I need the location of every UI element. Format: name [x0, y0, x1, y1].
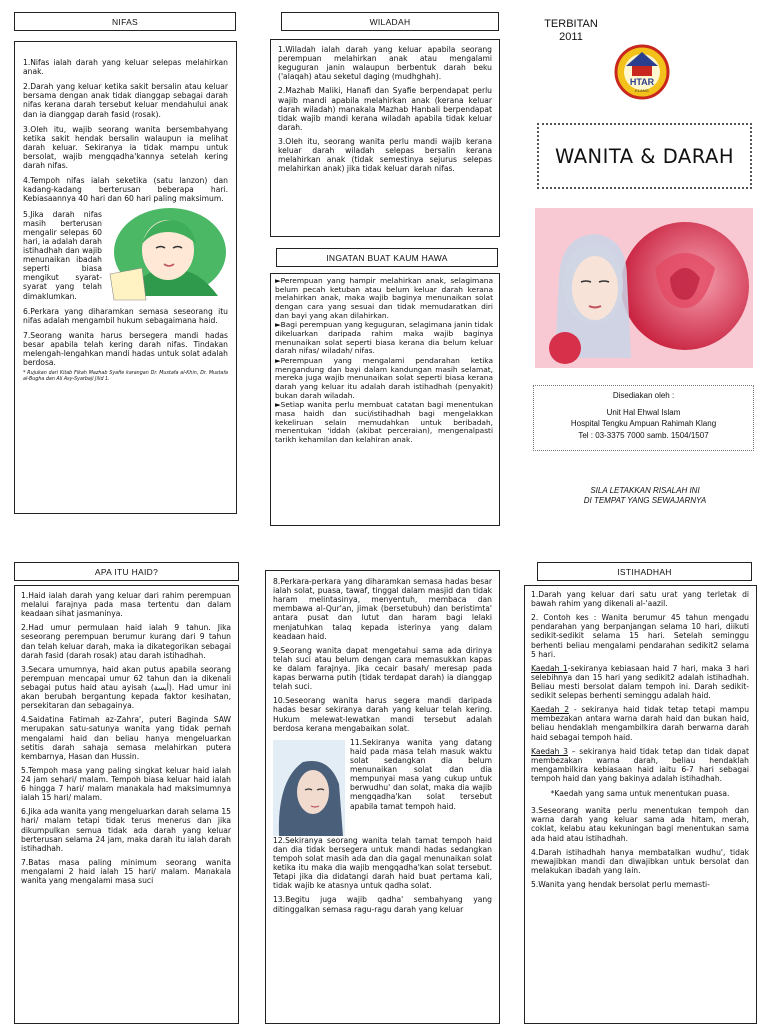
terbitan-label	[528, 18, 614, 43]
ingatan-item-1: ►Perempuan yang hampir melahirkan anak, selagimana belum pecah ketuban atau belum keluar darah kerana melahirkan anak, maka wajib baginya menunaikan solat dengan cara yang sesuai dan tidak memudaratkan diri dan bayi yang akan dilahirkan.	[275, 276, 493, 320]
haid-item-7: 7.Batas masa paling minimum seorang wanita mengalami 2 haid ialah 15 hari/ malam. Manakala wanita yang mengalami masa suci	[21, 857, 231, 886]
nifas-item-3: 3.Oleh itu, wajib seorang wanita bersembahyang ketika sakit hendak bersalin walaupun ia melihat darah keluar. Sekiranya ia tidak mampu untuk bersolat, wajib mengqadha'kannya setelah kering darah nifas.	[23, 124, 228, 171]
ingatan-header: INGATAN BUAT KAUM HAWA	[276, 248, 498, 267]
kaedah-1-text: -sekiranya kebiasaan haid 7 hari, maka 3 hari selebihnya dan 15 hari yang sedikit2 adalah istihadhah. Beliau mesti bersolat dalam tempoh ini. Darah sedikit-sedikit selepas berhenti seminggu adalah haid.	[531, 663, 749, 701]
istihadhah-item-2: 2. Contoh kes : Wanita berumur 45 tahun mengadu pendarahan yang berpanjangan selama 10 hari, diikuti sedikit-sedikit selama 15 hari. Setelah seminggu berhenti beliau mengalami pendarahan sedikit2 selama 5 hari.	[531, 613, 749, 659]
haid-item-1: 1.Haid ialah darah yang keluar dari rahim perempuan melalui farajnya pada masa tertentu dan dalam keadaan sihat jasmaninya.	[21, 591, 231, 619]
haid-item-6: 6.Jika ada wanita yang mengeluarkan darah selama 15 hari/ malam tetapi tidak terus menerus dan jika dikumpulkan semua tidak ada darah yang keluar berterusan selama 24 jam, maka darah itu ialah darah istihadhah.	[21, 807, 231, 853]
haid-item-13: 13.Begitu juga wajib qadha' sembahyang yang ditinggalkan semasa ragu-ragu darah yang keluar	[273, 895, 492, 914]
note-line-1: SILA LETAKKAN RISALAH INI	[590, 486, 700, 495]
logo-subtext: KLANG	[635, 88, 649, 93]
haid-continued-panel	[265, 570, 500, 1024]
woman-hijab-photo	[273, 740, 345, 836]
haid-item-2: 2.Had umur permulaan haid ialah 9 tahun. Jika seseorang perempuan berumur kurang dari 9 tahun dan telah keluar darah, maka ia dikategorikan sebagai darah fasid (darah rosak) atau darah istihadhah.	[21, 623, 231, 660]
haid-item-8: 8.Perkara-perkara yang diharamkan semasa hadas besar ialah solat, puasa, tawaf, tinggal dalam masjid dan tidak haram melintasinya, menyentuh, membaca dan membawa al-Qur'an, jimak (bersetubuh) dan beristimta' antara pusat dan lutut dan haram bagi lelaki menjatuhkan talaq kepada isterinya yang dalam keadaan haid.	[273, 577, 492, 641]
haid-item-9: 9.Seorang wanita dapat mengetahui sama ada dirinya telah suci atau belum dengan cara memasukkan kapas ke dalam farajnya. Jika cecair basah/ meresap pada kapas berwarna putih (tidak terdapat darah) ia dianggap telah suci.	[273, 645, 492, 692]
nifas-item-2: 2.Darah yang keluar ketika sakit bersalin atau keluar bersama dengan anak tidak dianggap sebagai darah nifas kerana darah tersebut keluar mendahului anak dan ia dianggap darah fasid (rosak).	[23, 82, 228, 119]
kaedah-1-label: Kaedah 1	[531, 663, 568, 673]
nifas-header: NIFAS	[14, 12, 236, 31]
nifas-item-7: 7.Seorang wanita harus bersegera mandi hadas besar apabila telah kering darah nifas. Tindakan melengah-lengahkan mandi hadas untuk solat adalah berdosa.	[23, 330, 228, 368]
nifas-panel	[14, 41, 237, 514]
wiladah-item-2: 2.Mazhab Maliki, Hanafi dan Syafie berpendapat perlu wajib mandi apabila melahirkan anak (kerana keluar darah wiladah) manakala Mazhab Hanbali berpendapat tidak wajib mandi kerana wiladah apabila tidak keluar darah.	[278, 86, 492, 132]
woman-green-hijab-illustration	[106, 204, 234, 302]
logo-text: HTAR	[629, 77, 655, 87]
haid-item-11: 11.Sekiranya wanita yang datang haid pada masa telah masuk waktu solat sedangkan dia belum menunaikan solat dan dia mempunyai masa yang cukup untuk berwudhu' dan solat, maka dia wajib mengqadha'kan solat tersebut apabila tamat tempoh haid.	[350, 737, 492, 811]
nifas-item-6: 6.Perkara yang diharamkan semasa seseorang itu nifas adalah mengambil hukum sebagaimana haid.	[23, 306, 228, 325]
haid-header: APA ITU HAID?	[14, 562, 239, 581]
kaedah-2-label: Kaedah 2	[531, 705, 570, 715]
kaedah-2	[531, 705, 749, 741]
istihadhah-header: ISTIHADHAH	[537, 562, 752, 581]
ingatan-item-3: ►Perempuan yang mengalami pendarahan ketika mengandung dan bayi dalam kandungan masih selamat, mereka juga wajib menunaikan solat seperti biasa kerana darah yang keluar itu adalah darah istihadhah (penyakit) bukan darah wiladah.	[275, 355, 493, 400]
istihadhah-panel	[524, 585, 757, 1024]
nifas-item-1: 1.Nifas ialah darah yang keluar selepas melahirkan anak.	[23, 58, 228, 77]
nifas-item-4: 4.Tempoh nifas ialah seketika (satu lanzon) dan kadang-kadang berterusan beberapa hari. Kebiasaannya 40 hari dan 60 hari paling maksimum.	[23, 176, 228, 204]
istihadhah-item-1: 1.Darah yang keluar dari satu urat yang terletak di bawah rahim yang dikenali al-'aazil.	[531, 590, 749, 609]
haid-item-11-wrap	[273, 738, 492, 811]
kaedah-3	[531, 747, 749, 783]
haid-item-4: 4.Saidatina Fatimah az-Zahra', puteri Baginda SAW merupakan satu-satunya wanita yang tidak pernah mengalami haid dan beliau hanya mengeluarkan setitis darah sahaja semasa melahirkan putera kembarnya, Hasan dan Hussin.	[21, 715, 231, 761]
htar-logo	[612, 42, 674, 100]
wiladah-header: WILADAH	[281, 12, 499, 31]
istihadhah-item-3: 3.Seseorang wanita perlu menentukan tempoh dan warna darah yang keluar sama ada hitam, merah, coklat, kelabu atau kekuningan bagi menentukan sama ada haid atau istihadhah.	[531, 806, 749, 843]
nifas-footnote: * Rujukan dari Kitab Fikah Mazhab Syafie karangan Dr. Mustafa al-Khin, Dr. Mustafa al-Bugha dan Ali Asy-Syarbaji Jilid 1.	[23, 371, 228, 382]
istihadhah-item-5: 5.Wanita yang hendak bersolat perlu memasti-	[531, 879, 710, 889]
nifas-item-5-wrap	[23, 210, 228, 301]
woman-rose-photo	[535, 208, 753, 368]
haid-panel	[14, 585, 239, 1024]
terbitan-text: TERBITAN	[544, 18, 598, 30]
terbitan-year: 2011	[559, 30, 583, 43]
kaedah-3-label: Kaedah 3	[531, 746, 569, 756]
nifas-item-5: 5.Jika darah nifas masih berterusan mengalir selepas 60 hari, ia adalah darah istihadhah dan wajib menunaikan ibadah seperti biasa mengikut syarat-syarat yang telah dimaklumkan.	[23, 209, 102, 301]
prepared-unit: Unit Hal Ehwal Islam	[606, 408, 681, 418]
note-line-2: DI TEMPAT YANG SEWAJARNYA	[583, 496, 707, 505]
prepared-by-box	[533, 385, 754, 451]
ingatan-item-2: ►Bagi perempuan yang keguguran, selagimana janin tidak dikeluarkan daripada rahim maka wajib baginya menunaikan solat seperti biasa kerana dia belum keluar darah nifas/ wiladah/ nifas.	[275, 320, 493, 356]
brochure-title: WANITA & DARAH	[537, 123, 752, 189]
prepared-label: Disediakan oleh :	[612, 391, 675, 400]
haid-item-12: 12.Sekiranya seorang wanita telah tamat tempoh haid dan dia tidak bersegera untuk mandi hadas sedangkan tempoh solat masih ada dan dia gagal menunaikan solat ketika itu maka dia wajib mengqadha'kan solat tersebut. Tetapi jika dia didatangi darah haid buat pertama kali, tidak wajib ke atasnya untuk qadha solat.	[273, 835, 492, 891]
prepared-tel: Tel : 03-3375 7000 samb. 1504/1507	[578, 430, 709, 440]
haid-item-3: 3.Secara umumnya, haid akan putus apabila seorang perempuan mencapai umur 62 tahun dan ia dikenali sebagai putus haid atau ayisah (أيسة). Had umur ini akan berubah bergantung kepada faktor kesihatan, persekitaran dan sebagainya.	[21, 664, 231, 711]
ingatan-item-4: ►Setiap wanita perlu membuat catatan bagi menentukan masa haidh dan suci/istihadhah bagi mengelakkan kekeliruan selain memudahkan untuk beribadah, menentukan 'iddah (akibat perceraian), mengenalpasti tarikh kehamilan dan kelahiran anak.	[275, 400, 493, 444]
kaedah-3-text: – sekiranya haid tidak tetap dan tidak dapat membezakan warna darah, beliau hendaklah mengambilkira kebiasaan haid iaitu 6-7 hari sebagai tempoh haid dan yang bakinya adalah istihadhah.	[531, 746, 750, 783]
wiladah-panel	[270, 39, 500, 237]
wiladah-item-3: 3.Oleh itu, seorang wanita perlu mandi wajib kerana keluar darah wiladah selepas bersalin kerana melahirkan anak (tidak semestinya sejurus selepas melahirkan anak) jika tidak keluar darah nifas.	[278, 136, 492, 174]
prepared-hospital: Hospital Tengku Ampuan Rahimah Klang	[570, 419, 717, 429]
wiladah-item-1: 1.Wiladah ialah darah yang keluar apabila seorang perempuan melahirkan anak atau mengalami keguguran janin walaupun berbentuk darah beku ('alaqah) atau seketul daging (mudhghah).	[278, 45, 492, 82]
kaedah-1	[531, 664, 749, 700]
istihadhah-item-4: 4.Darah istihadhah hanya membatalkan wudhu', tidak mewajibkan mandi dan diwajibkan untuk bersolat dan melakukan ibadah yang lain.	[531, 847, 749, 875]
ingatan-panel	[270, 273, 500, 526]
kaedah-note: *Kaedah yang sama untuk menentukan puasa.	[550, 789, 730, 799]
haid-item-10: 10.Seseorang wanita harus segera mandi daripada hadas besar sekiranya darah yang keluar telah kering. Hukum melewat-lewatkan mandi tersebut adalah berdosa kerana mengabaikan solat.	[273, 696, 492, 733]
haid-item-5: 5.Tempoh masa yang paling singkat keluar haid ialah 24 jam sehari/ malam. Tempoh biasa keluar haid ialah 6 hingga 7 hari/ malam manakala had maksimumnya ialah 15 hari/ malam.	[21, 765, 231, 803]
placement-note	[540, 486, 750, 506]
kaedah-2-text: - sekiranya haid tidak tetap tetapi mampu membezakan antara warna darah haid dan bukan haid, beliau hendaklah mengambilkira darah berwarna darah haid sebagai tempoh haid.	[531, 705, 750, 742]
